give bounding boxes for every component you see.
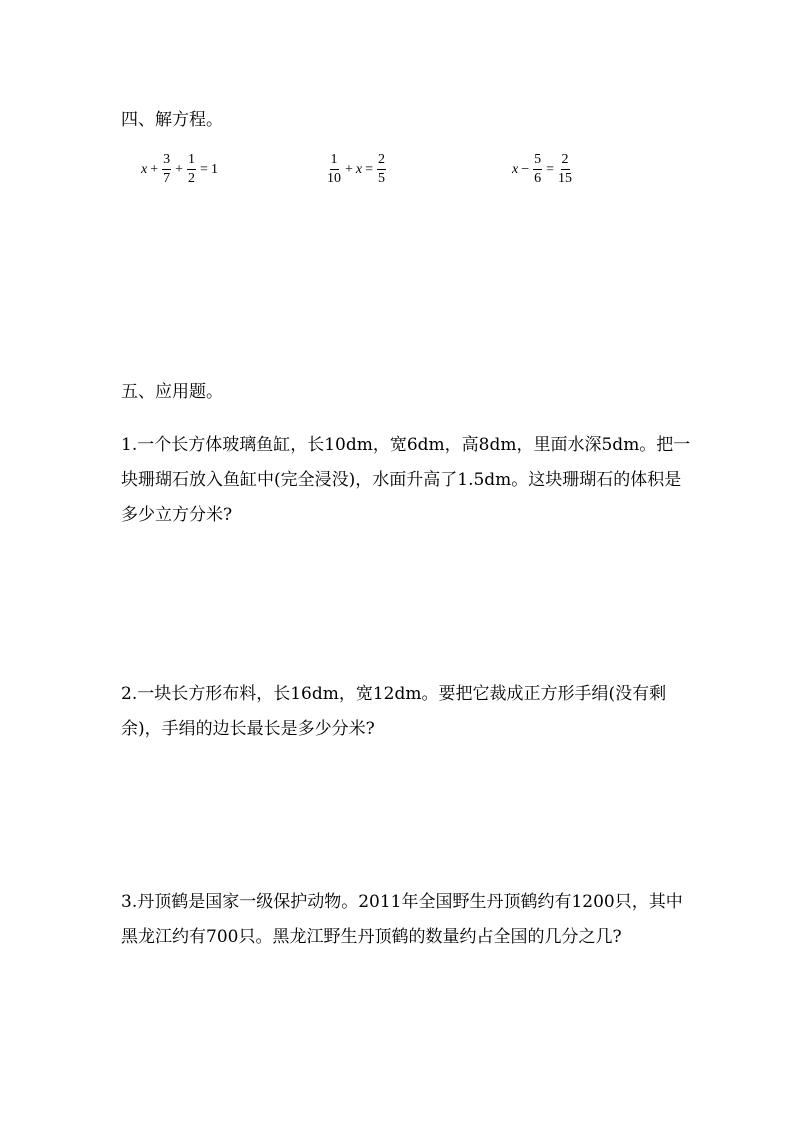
equation-1 <box>141 151 218 188</box>
equation-2 <box>326 151 387 188</box>
eq1-plus-1: + <box>150 161 159 177</box>
section-5-title: 五、应用题。 <box>121 382 223 402</box>
eq3-fraction-1-numerator: 5 <box>533 151 542 170</box>
eq1-plus-2: + <box>175 161 184 177</box>
eq1-fraction-2-denominator: 2 <box>188 171 196 186</box>
problem-1: 1.一个长方体玻璃鱼缸，长10dm，宽6dm，高8dm，里面水深5dm。把一块珊瑚石放入鱼缸中(完全浸没)，水面升高了1.5dm。这块珊瑚石的体积是多少立方分米? <box>121 435 691 525</box>
eq3-fraction-1-denominator: 6 <box>534 171 542 186</box>
eq1-fraction-1 <box>162 151 171 188</box>
eq2-fraction-2-numerator: 2 <box>377 151 386 170</box>
eq2-fraction-1-denominator: 10 <box>327 171 341 186</box>
eq2-fraction-2-denominator: 5 <box>378 171 386 186</box>
eq3-fraction-2-numerator: 2 <box>561 151 570 170</box>
problem-2: 2.一块长方形布料，长16dm，宽12dm。要把它裁成正方形手绢(没有剩余)，手绢的边长最长是多少分米? <box>121 684 667 739</box>
eq3-equals: = <box>546 161 555 177</box>
eq3-minus: − <box>521 161 530 177</box>
eq2-fraction-2 <box>377 151 386 188</box>
eq1-variable: x <box>141 161 148 177</box>
eq1-fraction-2 <box>187 151 196 188</box>
eq2-equals: = <box>365 161 374 177</box>
eq2-plus: + <box>345 161 353 177</box>
eq3-fraction-2-denominator: 15 <box>558 171 573 186</box>
eq2-fraction-1-numerator: 1 <box>330 151 339 170</box>
eq1-equals: = <box>200 161 208 177</box>
eq3-variable: x <box>512 161 519 177</box>
eq2-fraction-1 <box>327 151 341 188</box>
problem-3: 3.丹顶鹤是国家一级保护动物。2011年全国野生丹顶鹤约有1200只，其中黑龙江约有700只。黑龙江野生丹顶鹤的数量约占全国的几分之几? <box>121 892 683 947</box>
section-4-title: 四、解方程。 <box>121 110 223 130</box>
eq2-variable: x <box>355 161 363 177</box>
eq3-fraction-1 <box>533 151 542 188</box>
eq1-fraction-1-denominator: 7 <box>163 171 171 186</box>
eq1-rhs: 1 <box>210 161 218 177</box>
eq1-fraction-2-numerator: 1 <box>187 151 196 170</box>
eq3-fraction-2 <box>558 151 572 188</box>
eq1-fraction-1-numerator: 3 <box>162 151 171 170</box>
equation-3 <box>512 151 573 188</box>
